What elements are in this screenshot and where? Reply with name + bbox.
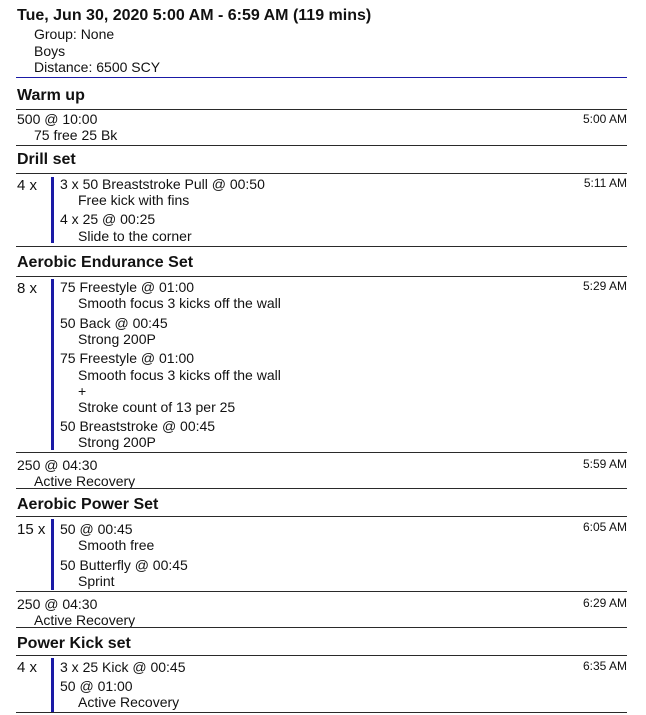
set-note: Slide to the corner [78, 228, 192, 244]
set-line: 3 x 25 Kick @ 00:45 [60, 659, 186, 675]
section-title-aerobic-power-set: Aerobic Power Set [17, 496, 159, 513]
set-start-time: 5:59 AM [582, 457, 627, 471]
set-line: 75 Freestyle @ 01:00 [60, 279, 195, 295]
section-title-aerobic-endurance-set: Aerobic Endurance Set [17, 254, 194, 271]
repeat-bracket [51, 177, 54, 243]
set-line: 250 @ 04:30 [17, 596, 98, 612]
set-line: 50 Butterfly @ 00:45 [60, 557, 188, 573]
section-divider [16, 173, 627, 174]
set-divider [16, 712, 627, 713]
set-divider [16, 488, 627, 489]
set-note: Smooth focus 3 kicks off the wall [78, 295, 281, 311]
set-line: 50 @ 01:00 [60, 678, 133, 694]
set-divider [16, 246, 627, 247]
section-divider [16, 276, 627, 277]
set-start-time: 6:29 AM [582, 596, 627, 610]
section-divider [16, 109, 627, 110]
set-line: 500 @ 10:00 [17, 111, 98, 127]
set-note: Stroke count of 13 per 25 [78, 399, 236, 415]
repeat-count: 15 x [17, 521, 46, 538]
set-line: 4 x 25 @ 00:25 [60, 211, 156, 227]
team-label: Boys [34, 43, 66, 59]
repeat-count: 4 x [17, 177, 38, 194]
set-divider [16, 627, 627, 628]
set-divider [16, 452, 627, 453]
repeat-count: 8 x [17, 280, 38, 297]
set-start-time: 5:00 AM [582, 112, 627, 126]
group-label: Group: None [34, 26, 115, 42]
set-note: Active Recovery [34, 612, 136, 628]
repeat-bracket [51, 279, 54, 450]
distance-label: Distance: 6500 SCY [34, 59, 161, 75]
set-note: Active Recovery [34, 473, 136, 489]
set-note: Smooth free [78, 537, 155, 553]
set-divider [16, 145, 627, 146]
set-line: 3 x 50 Breaststroke Pull @ 00:50 [60, 176, 265, 192]
set-line: 50 Back @ 00:45 [60, 315, 168, 331]
repeat-bracket [51, 519, 54, 590]
set-start-time: 6:05 AM [582, 520, 627, 534]
set-note: Strong 200P [78, 434, 156, 450]
set-note: + [78, 383, 87, 399]
header-divider [16, 77, 627, 78]
section-title-drill-set: Drill set [17, 151, 76, 168]
set-start-time: 5:29 AM [582, 279, 627, 293]
section-divider [16, 655, 627, 656]
set-divider [16, 591, 627, 592]
set-note: Smooth focus 3 kicks off the wall [78, 367, 281, 383]
set-note: Strong 200P [78, 331, 156, 347]
repeat-bracket [51, 658, 54, 712]
set-line: 75 Freestyle @ 01:00 [60, 350, 195, 366]
set-start-time: 6:35 AM [582, 659, 627, 673]
set-start-time: 5:11 AM [583, 176, 627, 190]
repeat-count: 4 x [17, 659, 38, 676]
set-line: 50 Breaststroke @ 00:45 [60, 418, 216, 434]
workout-title: Tue, Jun 30, 2020 5:00 AM - 6:59 AM (119 mins) [17, 7, 372, 24]
set-note: Active Recovery [78, 694, 180, 710]
section-divider [16, 516, 627, 517]
set-note: Free kick with fins [78, 192, 190, 208]
section-title-warm-up: Warm up [17, 87, 85, 104]
section-title-power-kick-set: Power Kick set [17, 635, 131, 652]
set-note: Sprint [78, 573, 115, 589]
set-line: 50 @ 00:45 [60, 521, 133, 537]
set-line: 250 @ 04:30 [17, 457, 98, 473]
set-note: 75 free 25 Bk [34, 127, 118, 143]
